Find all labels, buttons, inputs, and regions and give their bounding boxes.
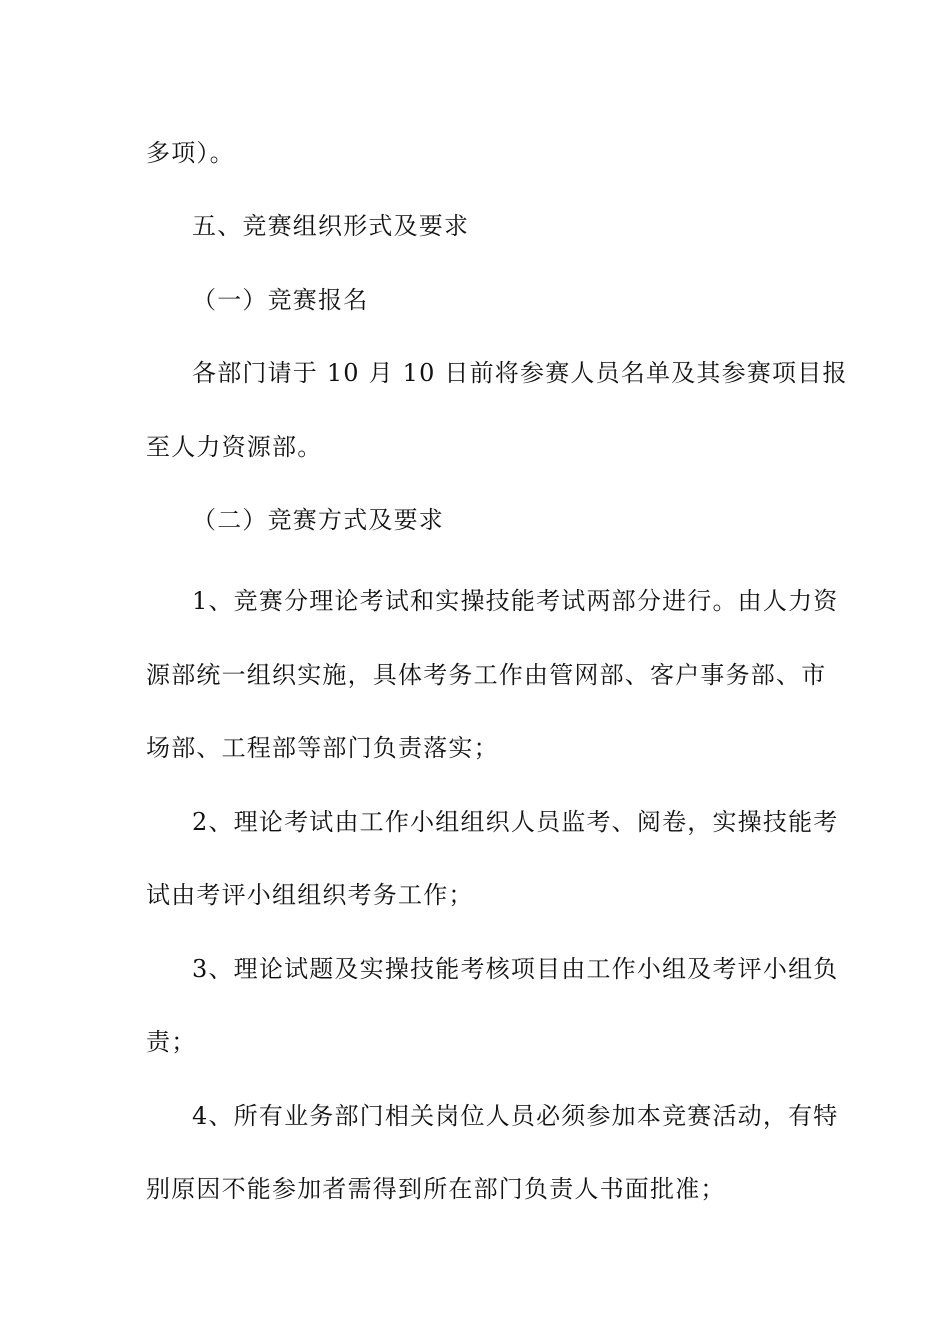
text-line: 场部、工程部等部门负责落实； [146,734,499,762]
text-line: 源部统一组织实施，具体考务工作由管网部、客户事务部、市 [146,661,827,689]
text-line: 2、理论考试由工作小组组织人员监考、阅卷，实操技能考 [192,808,839,836]
text-line: 责； [146,1028,197,1056]
subsection-heading: （一）竞赛报名 [192,286,369,314]
text-line: 至人力资源部。 [146,433,323,461]
text-line: 别原因不能参加者需得到所在部门负责人书面批准； [146,1175,726,1203]
text-line: 多项）。 [146,139,235,167]
text-line: 1、竞赛分理论考试和实操技能考试两部分进行。由人力资 [192,587,839,615]
text-line: 试由考评小组组织考务工作； [146,881,474,909]
text-line: 各部门请于 10 月 10 日前将参赛人员名单及其参赛项目报 [192,359,848,387]
section-heading: 五、竞赛组织形式及要求 [192,212,470,240]
subsection-heading: （二）竞赛方式及要求 [192,506,444,534]
text-line: 3、理论试题及实操技能考核项目由工作小组及考评小组负 [192,955,839,983]
text-line: 4、所有业务部门相关岗位人员必须参加本竞赛活动，有特 [192,1102,839,1130]
